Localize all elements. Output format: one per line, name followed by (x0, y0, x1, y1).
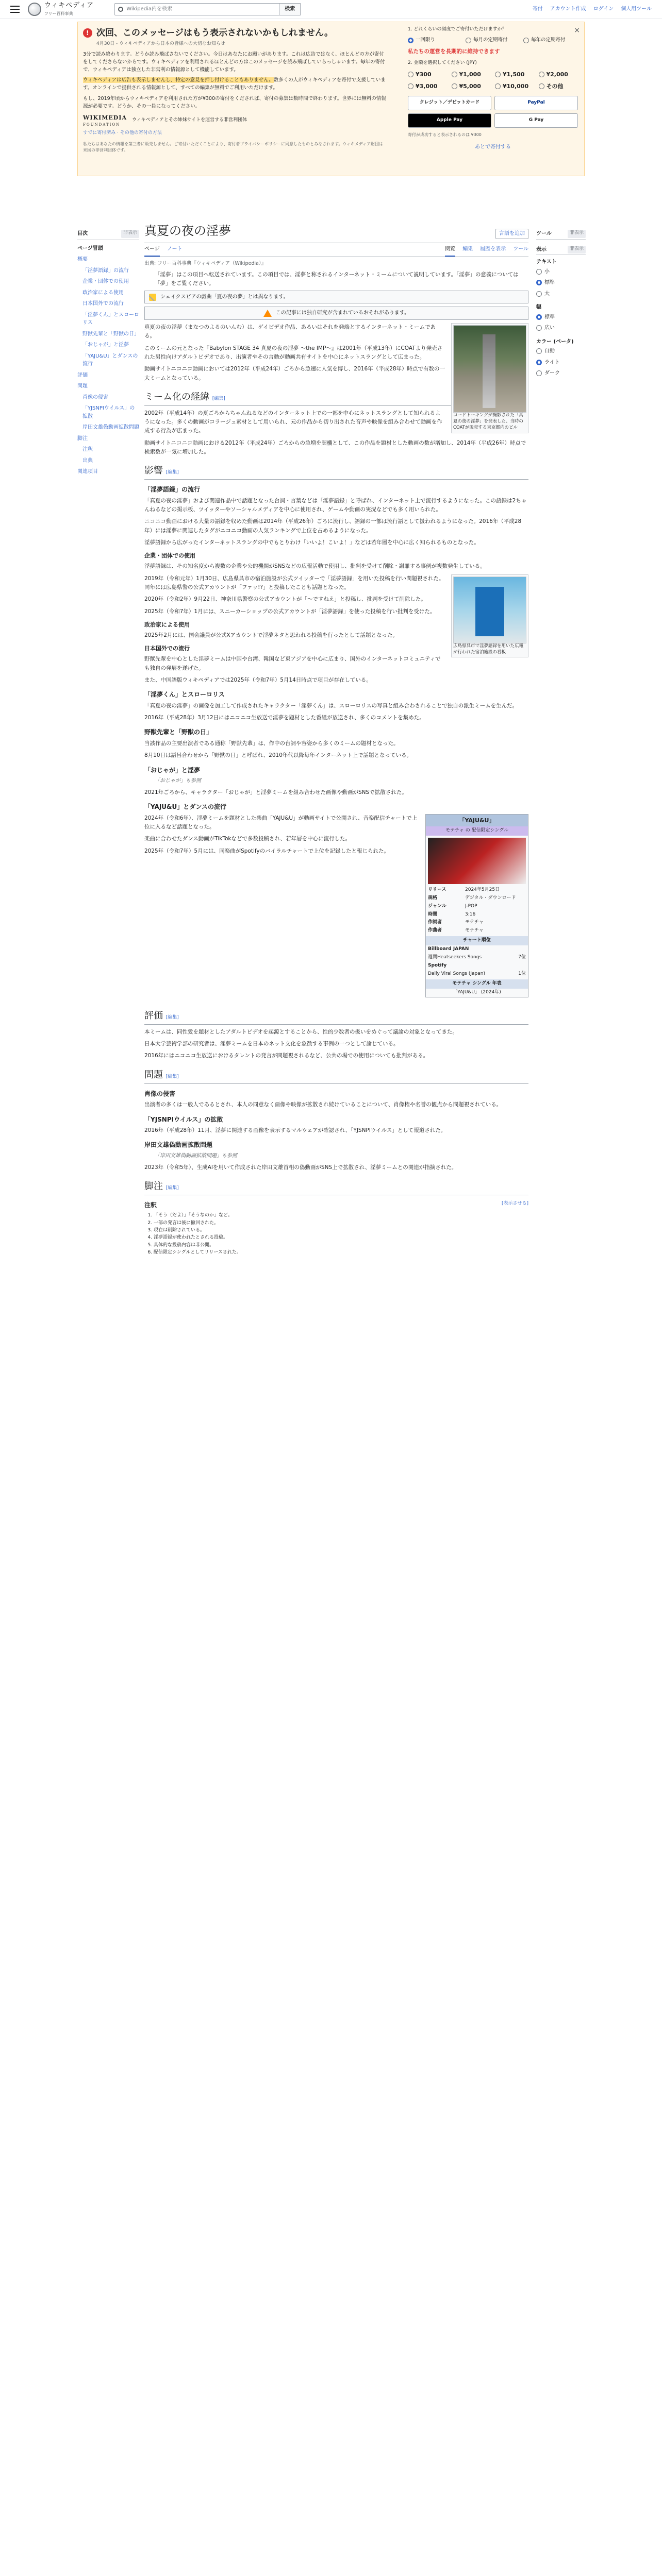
infobox-title: 「YAJU&U」 (426, 815, 528, 826)
amount-option[interactable] (495, 70, 535, 79)
infobox-single-header: モテチャ シングル 年表 (426, 979, 528, 989)
paragraph: 2025年（令和7年）5月には、同楽曲がSpotifyのバイラルチャートで上位を記録したと報じられた。 (144, 848, 389, 854)
toc-item[interactable]: 「おじゃが」と淫夢 (82, 342, 129, 348)
wikipedia-globe-icon (28, 3, 41, 16)
amount-label: ¥10,000 (503, 82, 529, 90)
banner-footer: 私たちはあなたの情報を第三者に販売しません。ご寄付いただくことにより、寄付者プライバシーポリシーに同意したものとみなされます。ウィキメディア財団は米国の非営利団体です。 (83, 142, 384, 152)
lead-paragraph: このミームの元となった『Babylon STAGE 34 真夏の夜の淫夢 〜the IMP〜』は2001年（平成13年）にCOATより発売された男性向けアダルトビデオであり、出演者やその言動が動画共有サイトを中心にネットスラングとして広まった。 (144, 345, 443, 360)
subsection-heading: 肖像の侵害 (144, 1090, 176, 1097)
paragraph: また、中国語版ウィキペディアでは2025年（令和7年）5月14日時点で項目が存在している。 (144, 676, 372, 683)
infobox-key: ジャンル (428, 903, 446, 909)
paragraph: 2002年（平成14年）の夏ごろからちゃんねるなどのインターネット上での一部を中心にネットスラングとして知られるようになった。多くの動画がコラージュ素材として用いられ、元の作品から切り出された音声や映像を組み合わせて動画を作成する行為が広まった。 (144, 410, 442, 434)
infobox-value: モテチャ (465, 920, 484, 925)
tab-page[interactable]: ページ (144, 243, 160, 257)
text-size-standard[interactable] (536, 277, 586, 289)
radio-icon (495, 83, 501, 89)
tools-header (536, 230, 586, 240)
text-size-label: テキスト (536, 259, 557, 265)
section-title: 問題 (144, 1069, 163, 1080)
note-item: 1. 「そう（だよ）」「そうなのか」など。 (154, 1212, 528, 1219)
chart-name: 週間Heatseekers Songs (428, 955, 482, 960)
note-item: 4. 淫夢語録が使われたとされる投稿。 (154, 1234, 528, 1241)
user-links (533, 5, 652, 13)
option-label: 大 (544, 291, 550, 297)
radio-checked-icon (536, 280, 542, 285)
paragraph: 2016年（平成28年）3月12日にはニコニコ生放送で淫夢を題材とした番組が放送され、多くのコメントを集めた。 (144, 715, 425, 721)
search-form (114, 3, 301, 15)
tab-tools[interactable]: ツール (513, 246, 528, 252)
infobox-row (426, 886, 528, 894)
create-account-link[interactable]: アカウント作成 (550, 6, 586, 12)
pencil-icon (149, 294, 156, 301)
image-thumbnail[interactable] (451, 323, 528, 433)
see-also-link[interactable]: 「岸田文雄偽動画拡散問題」も参照 (155, 1153, 237, 1159)
notes-list (154, 1212, 528, 1256)
text-size-large[interactable] (536, 289, 586, 300)
paragraph: 楽曲に合わせたダンス動画がTikTokなどで多数投稿され、若年層を中心に流行した。 (144, 836, 351, 842)
subsection-heading: 「おじゃが」と淫夢 (144, 766, 201, 774)
image-thumbnail[interactable] (451, 574, 528, 658)
amount-option[interactable] (452, 70, 491, 79)
toc-item[interactable]: 脚注 (77, 435, 88, 442)
lead-paragraph: 動画サイトニコニコ動画においては2012年（平成24年）ごろから急速に人気を博し、2016年（平成28年）時点で有数の一大ミームとなっている。 (144, 366, 445, 381)
amount-label: ¥5,000 (459, 82, 481, 90)
infobox-key: 作曲者 (428, 928, 442, 934)
paragraph: 2025年2月には、国会議員が公式Xアカウントで淫夢ネタと思われる投稿を行ったとして話題となった。 (144, 632, 398, 638)
option-label: 標準 (544, 314, 555, 320)
alert-icon (83, 28, 92, 38)
notes-section (144, 1200, 528, 1257)
radio-checked-icon (536, 314, 542, 320)
frequency-label: 毎月の定期寄付 (473, 37, 508, 43)
search-icon (118, 7, 123, 12)
chart-name: Spotify (428, 963, 447, 969)
color-auto[interactable] (536, 346, 586, 357)
toc-hide-button[interactable]: 非表示 (121, 230, 139, 238)
infobox-chart-header: チャート順位 (426, 936, 528, 945)
toc-item[interactable]: 「淫夢語録」の流行 (82, 267, 129, 274)
paragraph: 2021年ごろから、キャラクター「おじゃが」と淫夢ミームを組み合わせた画像や動画がSNSで拡散された。 (144, 789, 407, 795)
banner-highlight: ウィキペディアは広告も表示しませんし、特定の意見を押し付けることもありません。 (83, 77, 274, 83)
chart-name: Billboard JAPAN (428, 946, 469, 952)
radio-icon (539, 83, 544, 89)
subsection-heading: 「YJSNPIウイルス」の拡散 (144, 1115, 223, 1123)
radio-icon (536, 370, 542, 376)
paragraph: 2019年（令和元年）1月30日、広島県呉市の宿泊施設が公式ツイッターで「淫夢語録」を用いた投稿を行い問題視された。同年には広島県警の公式アカウントが「ファッ!?」と投稿したことも話題となった。 (144, 575, 444, 590)
wikimedia-wordmark: WIKIMEDIA (83, 114, 127, 122)
original-research-text: この記事には独自研究が含まれているおそれがあります。 (275, 310, 410, 316)
radio-icon (536, 269, 542, 275)
infobox-value: モテチャ (465, 928, 484, 934)
paragraph: 「真夏の夜の淫夢」の画像を加工して作成されたキャラクター「淫夢くん」は、スローロリスの写真と組み合わされることで独自の派生ミームを生んだ。 (144, 702, 518, 709)
toc-item[interactable]: 日本国外での流行 (82, 301, 124, 307)
frequency-label: 一回限り (416, 37, 436, 43)
infobox-key: 作詞者 (428, 920, 442, 925)
toc-list (77, 243, 139, 478)
donate-link[interactable]: 寄付 (532, 6, 543, 12)
section-title: 脚注 (144, 1180, 163, 1192)
banner-other-links[interactable]: すでに寄付済み · その他の寄付の方法 (83, 130, 162, 136)
payment-methods (408, 96, 578, 128)
notes-heading (144, 1200, 528, 1210)
infobox-rows (426, 886, 528, 936)
infobox-row (426, 894, 528, 903)
note-item: 2. 一部の発言は後に撤回された。 (154, 1219, 528, 1227)
toc-item[interactable]: 岸田文雄偽動画拡散問題 (82, 425, 139, 430)
color-label: カラー (ベータ) (536, 338, 574, 345)
paragraph: 動画サイトニコニコ動画における2012年（平成24年）ごろからの急増を契機として、この作品を題材とした動画の数が増加し、2014年（平成26年）時点で検索数が一気に増加した。 (144, 439, 526, 455)
section-heading (144, 1068, 528, 1084)
width-standard[interactable] (536, 312, 586, 323)
table-of-contents (77, 230, 139, 478)
thumbnail-caption: コードトーキングが撮影された「真夏の夜の淫夢」を発表した、当時のCOATが販売する東京都内のビル (453, 412, 524, 430)
article (144, 222, 528, 1257)
close-icon[interactable]: × (574, 26, 580, 35)
paragraph: 淫夢語録から広がったインターネットスラングの中でもとりわけ「いいよ！こいよ！」などは若年層を中心に広く知られるものとなった。 (144, 539, 479, 546)
chart-position: 7位 (518, 955, 526, 960)
infobox-value: デジタル・ダウンロード (465, 895, 516, 901)
wikimedia-logo (83, 113, 387, 128)
infobox-value: 2024年5月25日 (465, 887, 500, 892)
notes-title: 注釈 (144, 1201, 157, 1209)
tab-talk[interactable]: ノート (167, 246, 183, 252)
toc-item[interactable]: 評価 (77, 372, 88, 378)
appearance-header (536, 246, 586, 256)
amount-label: ¥3,000 (416, 82, 438, 90)
text-size-small[interactable] (536, 266, 586, 278)
infobox-chart-row (426, 945, 528, 954)
wikimedia-note: ウィキペディアとその姉妹サイトを運営する非営利団体 (132, 117, 247, 123)
frequency-option-monthly[interactable] (466, 37, 520, 44)
radio-icon (536, 325, 542, 331)
page-title: 真夏の夜の淫夢 (144, 224, 231, 238)
banner-title: 次回、このメッセージはもう表示されないかもしれません。 (96, 28, 333, 38)
page-title-row (144, 222, 528, 243)
toc-item[interactable]: 概要 (77, 257, 88, 262)
paragraph: 2020年（令和2年）9月22日、神奈川県警察の公式アカウントが「〜ですねえ」と投稿し、批判を受けて削除した。 (144, 596, 426, 603)
tools-title: ツール (536, 231, 552, 236)
paragraph: 淫夢語録は、その知名度から複数の企業や公的機関がSNSなどの広報活動で使用し、批判を受けて削除・謝罪する事例が複数発生している。 (144, 563, 486, 570)
section-heading (144, 1179, 528, 1195)
section-heading (144, 1009, 528, 1025)
recurring-notice: 私たちの運営を長期的に維持できます (408, 48, 500, 55)
infobox-key: リリース (428, 887, 446, 892)
banner-date: 4月30日 - ウィキペディアから日本の皆様への大切なお知らせ (96, 41, 225, 47)
show-notes-toggle[interactable]: [表示させる] (501, 1200, 528, 1206)
note-item: 6. 配信限定シングルとしてリリースされた。 (154, 1249, 528, 1256)
appearance-hide-button[interactable]: 非表示 (568, 246, 586, 254)
infobox-value: J-POP (465, 903, 477, 909)
color-light[interactable] (536, 357, 586, 368)
login-link[interactable]: ログイン (593, 6, 614, 12)
color-dark[interactable] (536, 368, 586, 379)
note-item: 3. 現在は削除されている。 (154, 1227, 528, 1234)
search-input[interactable] (114, 3, 279, 15)
toc-item[interactable]: 肖像の侵害 (82, 394, 108, 400)
paragraph: 野獣先輩を中心とした淫夢ミームは中国や台湾、韓国など東アジアを中心に広まり、国外のインターネットコミュニティでも独自の発展を遂げた。 (144, 656, 441, 671)
personal-tools-link[interactable]: 個人用ツール (621, 6, 652, 12)
subsection-heading: 野獣先輩と「野獣の日」 (144, 728, 213, 736)
subsection-heading: 政治家による使用 (144, 621, 190, 628)
frequency-question: 1. どれくらいの頻度でご寄付いただけますか？ (408, 27, 507, 32)
section-title: ミーム化の経緯 (144, 391, 209, 402)
toc-header (77, 230, 139, 240)
radio-checked-icon (408, 38, 413, 43)
pay-apple-button[interactable]: Apple Pay (408, 113, 491, 128)
donation-form (408, 26, 578, 151)
paragraph: 2024年（令和6年）、淫夢ミームを題材とした楽曲「YAJU&U」が動画サイトで公開され、音楽配信チャートで上位に入るなど話題となった。 (144, 815, 418, 831)
add-language-button[interactable]: 言語を追加 (495, 229, 528, 239)
toc-item[interactable]: 政治家による使用 (82, 290, 124, 296)
logo-title: ウィキペディア (44, 2, 94, 10)
note-item: 5. 具体的な投稿内容は非公開。 (154, 1242, 528, 1249)
see-also-link[interactable]: 「おじゃが」も参照 (155, 778, 201, 784)
option-label: 広い (544, 325, 555, 331)
maybe-later-link[interactable]: あとで寄付する (475, 144, 511, 150)
original-research-box (144, 307, 528, 320)
signboard-photo (453, 577, 526, 643)
tab-history[interactable]: 履歴を表示 (480, 246, 506, 252)
warning-icon (263, 310, 272, 317)
toc-item[interactable]: 問題 (77, 383, 88, 389)
edit-link[interactable]: [編集] (166, 1014, 179, 1020)
banner-title-row (83, 26, 387, 40)
toc-item[interactable]: 野獣先輩と「野獣の日」 (82, 331, 139, 337)
toc-item[interactable]: 企業・団体での使用 (82, 279, 129, 284)
amount-options (408, 70, 578, 91)
toc-item[interactable]: 出典 (82, 457, 93, 464)
infobox-row (426, 903, 528, 911)
option-label: ライト (544, 359, 560, 365)
top-bar (0, 0, 662, 19)
amount-label: その他 (546, 82, 564, 90)
chart-name: Daily Viral Songs (Japan) (428, 971, 485, 977)
radio-icon (536, 348, 542, 354)
subsection-heading: 「YAJU&U」とダンスの流行 (144, 803, 227, 811)
width-wide[interactable] (536, 323, 586, 334)
subsection-heading: 「淫夢語録」の流行 (144, 486, 201, 494)
frequency-label: 毎年の定期寄付 (531, 37, 566, 43)
paragraph: 2023年（令和5年）、生成AIを用いて作成された岸田文雄首相の偽動画がSNS上で拡散され、淫夢ミームとの関連が指摘された。 (144, 1164, 457, 1171)
infobox-key: 時間 (428, 911, 438, 917)
radio-icon (408, 83, 413, 89)
paragraph: 出演者の多くは一般人であるとされ、本人の同意なく画像や映像が拡散され続けていることについて、肖像権や名誉の観点から問題視されている。 (144, 1101, 502, 1108)
banner-paragraph-3: もし、2019年頃からウィキペディアを利用された方が¥300の寄付をくだされば、寄付の募集は数時間で終わります。世界には無料の情報源が必要です。どうか、その一員になってください。 (83, 95, 386, 109)
radio-checked-icon (536, 360, 542, 365)
amount-label: ¥1,500 (503, 71, 525, 78)
donation-footnote: 寄付が成功すると表示されるのは ¥300 (408, 132, 482, 137)
option-label: 自動 (544, 348, 555, 354)
subsection-heading: 岸田文雄偽動画拡散問題 (144, 1141, 213, 1149)
option-label: ダーク (544, 370, 560, 376)
amount-option[interactable] (408, 70, 448, 79)
infobox-row (426, 911, 528, 919)
option-label: 小 (544, 268, 550, 275)
radio-icon (452, 83, 457, 89)
subsection-heading: 日本国外での流行 (144, 645, 190, 652)
pay-google-button[interactable]: G Pay (494, 113, 578, 128)
amount-option[interactable] (495, 82, 535, 91)
radio-icon (495, 72, 501, 77)
wikimedia-sub: FOUNDATION (83, 123, 121, 127)
donation-banner (77, 22, 585, 176)
option-label: 標準 (544, 280, 555, 285)
toc-item[interactable]: ページ冒頭 (77, 245, 103, 251)
amount-option[interactable] (539, 70, 578, 79)
cover-image[interactable] (428, 838, 526, 884)
amount-question: 2. 金額を選択してください (JPY) (408, 60, 477, 65)
lead-paragraph: 真夏の夜の淫夢（まなつのよるのいんむ）は、ゲイビデオ作品、あるいはそれを発端とするインターネット・ミームである。 (144, 324, 436, 340)
thumbnail-caption: 広島県呉市で淫夢語録を用いた広報が行われた宿泊施設の看板 (453, 643, 524, 655)
radio-icon (539, 72, 544, 77)
hatnote: 「淫夢」はこの項目へ転送されています。この項目では、淫夢と称されるインターネット・ミームについて説明しています。「淫夢」の意義については「夢」をご覧ください。 (155, 272, 519, 286)
tab-edit[interactable]: 編集 (462, 246, 473, 252)
amount-label: ¥300 (416, 71, 432, 78)
banner-paragraph-2 (83, 77, 387, 92)
infobox-key: 規格 (428, 895, 438, 901)
width-label: 幅 (536, 304, 541, 310)
edit-link[interactable]: [編集] (166, 1074, 179, 1079)
section-heading (144, 464, 528, 480)
song-infobox (425, 814, 528, 997)
edit-link[interactable]: [編集] (166, 470, 179, 476)
disambiguation-text: シェイクスピアの戯曲「夏の夜の夢」とは異なります。 (160, 294, 289, 300)
paragraph: 当該作品の主要出演者である通称「野獣先輩」は、作中の台詞や容姿から多くのミームの題材となった。 (144, 740, 399, 747)
frequency-option-yearly[interactable] (523, 37, 578, 44)
radio-icon (536, 291, 542, 297)
section-title: 影響 (144, 465, 163, 477)
banner-paragraph-1: 3分で読み終わります。どうか読み飛ばさないでください。今日はあなたにお願いがあります。これは広告ではなく、ほとんどの方が寄付をしてくださらないからです。ウィキペディアを利用されるほとんどの方はこのメッセージを読み飛ばしていらっしゃいます。毎年の寄付で、ウィキペディアは独立した非営利の情報源として機能しています。 (83, 52, 385, 73)
infobox-value: 3:16 (465, 911, 476, 917)
paragraph: 8月10日は語呂合わせから「野獣の日」と呼ばれ、2010年代以降毎年インターネット上で話題となっている。 (144, 752, 412, 759)
subsection-heading: 「淫夢くん」とスローロリス (144, 691, 225, 699)
tab-read[interactable]: 閲覧 (445, 243, 455, 257)
tools-panel (536, 230, 586, 379)
radio-icon (452, 72, 457, 77)
tools-hide-button[interactable]: 非表示 (568, 230, 586, 238)
toc-title: 目次 (77, 231, 88, 236)
infobox-chart-row (426, 954, 528, 962)
edit-link[interactable]: [編集] (166, 1185, 179, 1191)
infobox-subtitle: モテチャ の 配信限定シングル (426, 826, 528, 836)
amount-option[interactable] (408, 82, 448, 91)
amount-option-other[interactable] (539, 82, 578, 91)
banner-paragraph-2-rest: 数多くの人がウィキペディアを寄付で支援しています。オンラインで提供される情報源として、すべての編集が無料でご利用いただけます。 (83, 77, 386, 91)
infobox-row (426, 919, 528, 927)
frequency-option-once[interactable] (408, 37, 462, 44)
infobox-chart-row (426, 970, 528, 978)
toc-item[interactable]: 関連項目 (77, 469, 98, 474)
search-button[interactable]: 検索 (279, 3, 301, 15)
page-tabs (144, 243, 528, 257)
amount-label: ¥2,000 (546, 71, 568, 78)
amount-label: ¥1,000 (459, 71, 481, 78)
toc-item[interactable]: 注釈 (82, 447, 93, 452)
infobox-chart-row (426, 962, 528, 970)
radio-icon (408, 72, 413, 77)
building-photo (453, 325, 526, 413)
search-placeholder: Wikipedia内を検索 (126, 6, 172, 12)
disambiguation-box (144, 291, 528, 304)
single-name: 「YAJU&U」 (2024年) (453, 989, 501, 995)
paragraph: 日本大学芸術学部の研究者は、淫夢ミームを日本のネット文化を象徴する事例の一つとして論じている。 (144, 1041, 399, 1047)
subsection-heading: 企業・団体での使用 (144, 552, 195, 560)
radio-icon (523, 38, 529, 43)
paragraph: 本ミームは、同性愛を題材としたアダルトビデオを起源とすることから、性的少数者の扱いをめぐって議論の対象となってきた。 (144, 1028, 458, 1035)
pay-card-button[interactable]: クレジット／デビットカード (408, 96, 491, 110)
paragraph: 2025年（令和7年）1月には、スニーカーショップの公式アカウントが「淫夢語録」を使った投稿を行い批判を受けた。 (144, 608, 436, 615)
logo-subtitle: フリー百科事典 (44, 11, 73, 16)
paragraph: 2016年にはニコニコ生放送におけるタレントの発言が問題視されるなど、公共の場での使用についても批判がある。 (144, 1053, 429, 1059)
infobox-charts (426, 945, 528, 978)
toc-item[interactable]: 「YJSNPIウイルス」の拡散 (82, 405, 135, 419)
radio-icon (466, 38, 471, 43)
site-logo[interactable] (28, 1, 94, 18)
toc-item[interactable]: 「YAJU&U」とダンスの流行 (82, 353, 138, 367)
article-body (144, 270, 528, 1256)
section-title: 評価 (144, 1010, 163, 1021)
infobox-single-row (426, 989, 528, 997)
chart-position: 1位 (518, 971, 526, 977)
frequency-options (408, 37, 578, 44)
infobox-row (426, 927, 528, 935)
paragraph: ニコニコ動画における大量の語録を収めた動画は2014年（平成26年）ごろに流行し、語録の一部は流行語として扱われるようになった。2016年（平成28年）には淫夢に関連したタグがニコニコ動画の人気ランキングで上位を占めるようになった。 (144, 518, 522, 534)
appearance-title: 表示 (536, 246, 547, 252)
edit-link[interactable]: [編集] (212, 396, 225, 401)
paragraph: 2016年（平成28年）11月、淫夢に関連する画像を表示するマルウェアが確認され、「YJSNPIウイルス」として報道された。 (144, 1127, 446, 1134)
amount-option[interactable] (452, 82, 491, 91)
article-source: 出典: フリー百科事典『ウィキペディア（Wikipedia）』 (144, 260, 267, 266)
menu-icon[interactable] (10, 6, 20, 13)
pay-paypal-button[interactable]: PayPal (494, 96, 578, 110)
paragraph: 「真夏の夜の淫夢」および関連作品中で話題となった台詞・言葉などは「淫夢語録」と呼ばれ、インターネット上で流行するようになった。この語録は2ちゃんねるなどの掲示板、ツイッターやソーシャルメディアを中心に使用され、ゲームや動画の実況などでも多く用いられた。 (144, 497, 527, 513)
toc-item[interactable]: 「淫夢くん」とスローロリス (82, 312, 139, 326)
